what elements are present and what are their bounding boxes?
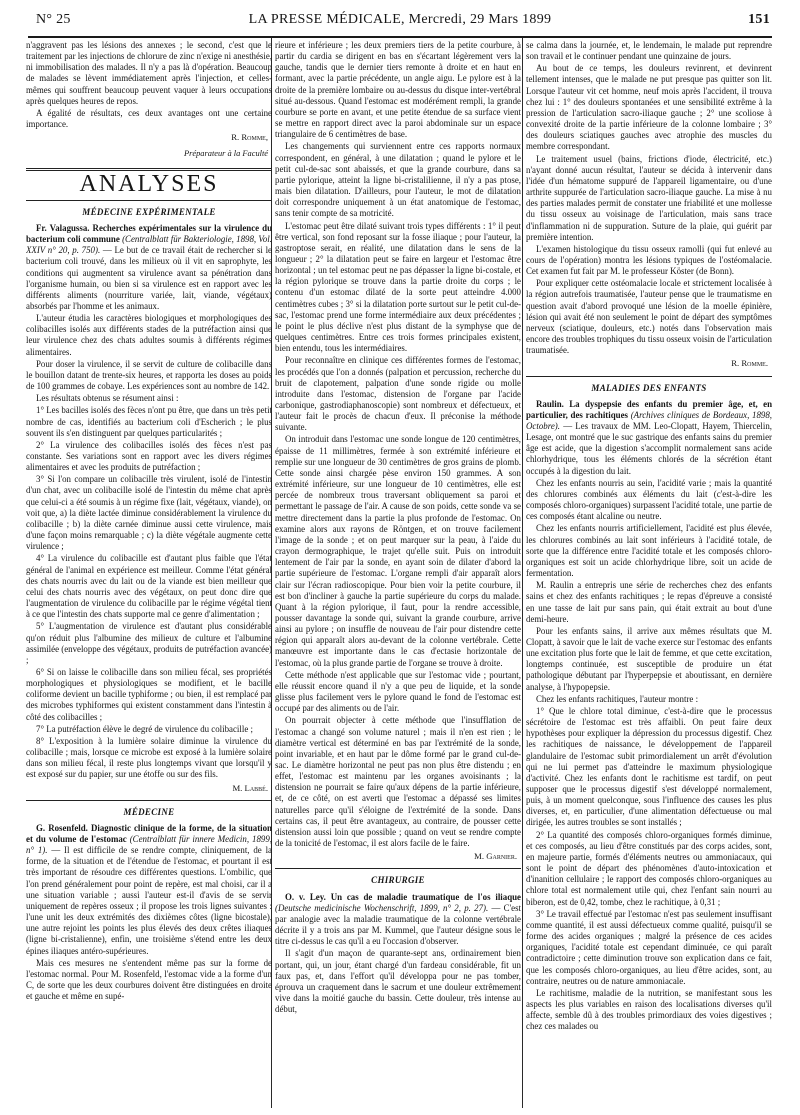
paragraph: 5° L'augmentation de virulence est d'autant plus considérable qu'on réduit plus l'albumine des milieux de culture et l'albumine assimilée (enveloppe des végétaux, produits de putréfaction avancée) ; [26, 621, 272, 665]
paragraph: rieure et inférieure ; les deux premiers tiers de la petite courbure, à partir du cardia se dirigent en bas en s'écartant légèrement vers la gauche, tandis que le dernier tiers remonte à droite et en haut en formant, avec la partie précédente, un angle aigu. Le pylore est à la droite de la première lombaire ou au-dessus du disque inter-vertébral situé au-dessous. Quand l'estomac est modérément rempli, la grande courbure se porte en avant, et une petite étendue de sa surface vient se mettre en rapport direct avec la paroi abdominale sur un espace triangulaire de 6 centimètres de base. [275, 40, 521, 140]
paragraph: 2° La virulence des colibacilles isolés des fèces n'est pas constante. Ses variations sont en rapport avec les divers régimes alimentaires et avec les produits de putréfaction ; [26, 439, 272, 473]
paragraph: — Le but de ce travail était de rechercher si le bacterium coli trouvé, dans les milieux où il vit en saprophyte, les conditions qui augmentent sa virulence avant sa pénétration dans l'organisme humain, ou bien si sa virulence est en rapport avec les différents aliments (nourriture variée, lait, viande, végétaux) absorbés par l'homme et les animaux. [26, 245, 272, 311]
article-title: Diagnostic clinique de la forme, de la situation et du volume de l'estomac [26, 822, 272, 844]
page-number: 151 [748, 12, 770, 27]
article-source: (Deutsche medicinische Wochenschrift, 1899, n° 2, p. 27). [275, 902, 489, 913]
paragraph: Pour doser la virulence, il se servit de culture de colibacille dans le bouillon datant de trente-six heures, et rapporta les doses au poids de 100 grammes de cobaye. Les expériences sont au nombre de 142. [26, 358, 272, 392]
section-title: CHIRURGIE [275, 868, 521, 886]
signature-title: Préparateur à la Faculté [184, 149, 268, 159]
paragraph: 6° Si on laisse le colibacille dans son milieu fécal, ses propriétés morphologiques et physiologiques se modifient, et le bacille coliforme devient un bacille typhiforme ; ou bien, il est remplacé par des microbes typhiformes qui existent constamment dans l'intestin à côté des colibacilles ; [26, 666, 272, 722]
paragraph: — Il est difficile de se rendre compte, cliniquement, de la forme, de la situation et de l'étendue de l'estomac, et pourtant il est très important de résoudre ces différentes questions. L'ombilic, que l'on prend généralement pour point de repère, est mal choisi, car il a une situation variable ; aussi l'auteur est-il d'avis de se servir uniquement de repères osseux ; il propose les trois lignes suivantes : l'une unit les deux extrémités des dixièmes côtes (ligne bicostale), une autre rejoint les points les plus élevés des deux crêtes iliaques (ligne bi-cristalienne), enfin, une troisième s'étend entre les deux épines iliaques antéro-supérieures. [26, 845, 272, 956]
paragraph: A égalité de résultats, ces deux avantages ont une certaine importance. [26, 107, 272, 130]
article-author: Raulin. [536, 398, 564, 409]
paragraph: — Les travaux de MM. Leo-Clopatt, Hayem, Thiercelin, Lesage, ont montré que le suc gastrique des enfants sains du premier âge est acide, que la digestion s'accomplit normalement sans acide chlorhydrique, tous les éléments chlorés de la sécrétion étant occupés à la digestion du lait. [526, 421, 772, 476]
column-2 [275, 40, 521, 1108]
paragraph: se calma dans la journée, et, le lendemain, le malade put reprendre son travail et le continuer pendant une quinzaine de jours. [526, 40, 772, 62]
paragraph: L'examen histologique du tissu osseux ramolli (qui fut enlevé au cours de l'opération) montra les lésions typiques de l'ostéomalacie. Cet examen fut fait par M. le professeur Köster (de Bonn). [526, 243, 772, 277]
column-1 [26, 40, 272, 1108]
article-author: Fr. Valagussa. [36, 222, 90, 233]
paragraph: L'auteur étudia les caractères biologiques et morphologiques des colibacilles isolés aux différents stades de la putréfaction ainsi que leur virulence chez des chats adultes soumis à différents régimes alimentaires. [26, 313, 272, 357]
paragraph: 8° L'exposition à la lumière solaire diminue la virulence du colibacille ; mais, lorsque ce microbe est exposé à la lumière solaire dans son milieu fécal, il reste plus longtemps vivant que lorsqu'il y est exposé sur du papier, sur une étoffe ou sur des fils. [26, 735, 272, 780]
paragraph: Le rachitisme, maladie de la nutrition, se manifestant sous les aspects les plus variables en raison des localisations diverses qu'il affecte, semble dû à des troubles primordiaux des voies digestives ; chez ces malades ou [526, 987, 772, 1032]
article-lead [275, 892, 521, 948]
article-author: G. Rosenfeld. [36, 822, 88, 833]
paragraph: Le traitement usuel (bains, frictions d'iode, électricité, etc.) n'ayant donné aucun résultat, l'auteur se décida à intervenir dans l'idée d'un hématome suppuré de l'appareil ligamentaire, ou d'une arthrite suppurée de l'articulation sacro-iliaque gauche. La mise à nu des parties malades permit de constater une friabilité et une mollesse du tissu osseux au voisinage de l'articulation, mais sans trace d'inflammation ni de suppuration. Suture de la plaie, qui guérit par première intention. [526, 153, 772, 242]
section-title: MALADIES DES ENFANTS [526, 376, 772, 394]
article-title: La dyspepsie des enfants du premier âge, et, en particulier, des rachitiques [526, 398, 772, 420]
signature: R. Romme. [731, 358, 768, 369]
paragraph: Chez les enfants nourris artificiellement, l'acidité est plus élevée, les chlorures combinés au lait sont inférieurs à l'acidité totale, de sorte que la différence entre l'acidité totale et les composés chloro-organiques est soit un acide chlorhydrique libre, soit un acide de fermentation. [526, 523, 772, 579]
column-3 [526, 40, 772, 1108]
paragraph: Mais ces mesures ne s'entendent même pas sur la forme de l'estomac normal. Pour M. Rosenfeld, l'estomac vide a la forme d'un C, de sorte que les deux courbures doivent être distinguées en droite et gauche et même en supé- [26, 957, 272, 1002]
paragraph: 1° Les bacilles isolés des fèces n'ont pu être, que dans un très petit nombre de cas, identifiés au bacterium coli d'Escherich ; le plus souvent ils s'en distinguent par quelques particularités ; [26, 405, 272, 438]
article-title: Un cas de maladie traumatique de l'os iliaque [330, 891, 521, 902]
issue-number: N° 25 [36, 12, 71, 27]
section-heading: ANALYSES [79, 170, 219, 197]
paragraph: 3° Si l'on compare un colibacille très virulent, isolé de l'intestin d'un chat, avec un colibacille isolé de l'intestin du même chat après que celui-ci a été soumis à un régime fixe (lait, végétaux, viande), on voit que, a) la diète lactée diminue considérablement la virulence du colibacille ; b) la diète carnée diminue aussi cette virulence, mais d'une façon moins remarquable ; c) la diète végétale augmente cette virulence ; [26, 474, 272, 552]
article-title: Recherches expérimentales sur la virulence du bacterium coli commune [26, 222, 272, 245]
paragraph: L'estomac peut être dilaté suivant trois types différents : 1° il peut être vertical, son fond reposant sur la fosse iliaque ; pour l'auteur, la gastroptose serait, en réalité, une dilatation dans le sens de la longueur ; 2° la dilatation peut se faire en largeur et l'estomac être horizontal ; un tel estomac peut ne pas dépasser la ligne bi-costale, et la région pylorique se trouve dans la partie droite du corps ; le contenu d'un estomac dilaté de la sorte peut atteindre 4.000 centimètres cubes ; 3° si la dilatation porte surtout sur le petit cul-de-sac, l'estomac prend une forme intermédiaire aux deux précédentes ; le point le plus déclive n'est plus distant de la symphyse que de quelques centimètres. Entre ces trois formes principales existent, bien entendu, tous les intermédiaires. [275, 220, 521, 354]
paragraph: Au bout de ce temps, les douleurs revinrent, et devinrent tellement intenses, que le malade ne put presque pas quitter son lit. Lorsque l'auteur vit cet homme, neuf mois après l'accident, il trouva chez lui : 1° des douleurs spontanées et une sensibilité extrême à la pression de l'articulation sacro-iliaque gauche ; 2° une scoliose à convexité droite de la partie inférieure de la colonne lombaire ; 3° des douleurs sciatiques gauches avec atrophie des muscles du membre correspondant. [526, 63, 772, 152]
paragraph: 1° Que le chlore total diminue, c'est-à-dire que le processus sécrétoire de l'estomac est très affaibli. On peut faire deux hypothèses pour expliquer la dépression du processus digestif. Chez les rachitiques de naissance, le développement de l'appareil glandulaire de l'estomac subit primordialement un arrêt d'évolution qui ne lui permet pas d'atteindre le maximum physiologique d'activité. Chez les enfants dont le rachitisme est tardif, on peut supposer que le processus digestif s'est développé normalement, puis, à un moment quelconque, sous l'influence des causes les plus diverses, et, en particulier, d'une alimentation défectueuse ou mal dirigée, les autres troubles se sont installés ; [526, 705, 772, 828]
running-title: LA PRESSE MÉDICALE, Mercredi, 29 Mars 1899 [248, 12, 552, 27]
signature: R. Romme, [231, 132, 268, 143]
article-source: (Archives cliniques de Bordeaux, 1898, Octobre). [526, 409, 772, 431]
paragraph: Pour les enfants sains, il arrive aux mêmes résultats que M. Clopatt, à savoir que le lait de vache exerce sur l'estomac des enfants une excitation plus forte que le lait de femme, et que cette excitation, longtemps continuée, est susceptible de produire un état pathologique débutant par l'hyperpepsie et aboutissant, en dernière analyse, à l'hypopepsie. [526, 625, 772, 692]
analyses-heading [26, 168, 272, 201]
paragraph: On introduit dans l'estomac une sonde longue de 120 centimètres, épaisse de 11 millimètres, fermée à son extrémité inférieure et remplie sur une longueur de 30 centimètres de gros grains de plomb. Cette sonde ainsi chargée pèse environ 150 grammes. A son extrémité inférieure, sur une longueur de 10 centimètres, elle est percée de nombreux trous traversant obliquement sa paroi et permettant le passage de l'air. A cause de son poids, cette sonde va se mettre directement dans la partie la plus profonde de l'estomac. On examine alors aux rayons de Röntgen, et on trouve facilement l'image de la sonde ; et on peut marquer sur la peau, à l'aide du crayon dermographique, le trajet qu'elle suit. Puis on introduit lentement de l'air par la sonde, en ayant soin de dilater d'abord la partie supérieure de l'estomac. L'organe rempli d'air apparaît alors clair sur l'écran radioscopique. Pour bien voir la petite courbure, il est bon d'incliner à gauche la partie supérieure du corps du malade. Quant à la région pylorique, il faut, pour la rendre accessible, pousser davantage la sonde qui, suivant la grande courbure, arrive ainsi au pylore ; on insuffle de nouveau de l'air pour distendre cette région qui apparaît alors au-devant de la colonne vertébrale. Cette manœuvre est importante dans le cas d'ectasie horizontale de l'estomac, où la plus grande partie de l'organe se trouve à droite. [275, 434, 521, 668]
paragraph: Les changements qui surviennent entre ces rapports normaux correspondent, en général, à une dilatation ; quand le pylore et le petit cul-de-sac sont abaissés, et que la grande courbure, dans sa partie pylorique, atteint la ligne bi-cristalilienne, il n'y a pas ptose, mais bien dilatation. D'ailleurs, pour l'auteur, le mot de dilatation doit correspondre uniquement à un état anatomique de l'estomac, sans tenir compte de sa motricité. [275, 141, 521, 219]
paragraph: 4° La virulence du colibacille est d'autant plus faible que l'état général de l'animal en expérience est meilleur. Comme l'état général des chats nourris avec du lait ou de la viande est bien meilleur que celui des chats nourris avec des végétaux, on peut donc dire que l'augmentation de virulence du colibacille par le régime végétal tient à ce que l'intestin des chats supporte mal ce genre d'alimentation ; [26, 553, 272, 620]
paragraph: n'aggravent pas les lésions des annexes ; le second, c'est que le traitement par les injections de chlorure de zinc n'exige ni anesthésie, ni immobilisation des malades. Il n'y a pas là d'opération. Beaucoup de malades se lèvent immédiatement après l'injection, et celles-mêmes qui souffrent beaucoup peuvent vaquer à leurs occupations après quelques heures de repos. [26, 40, 272, 106]
column-divider [522, 38, 523, 1108]
paragraph: 3° Le travail effectué par l'estomac n'est pas seulement insuffisant comme quantité, il est aussi défectueux comme qualité, puisqu'il se forme des acides organiques ; malgré la présence de ces acides organiques, l'acidité totale est cependant diminuée, ce qui paraît contradictoire ; cette diminution trouve son explication dans ce fait, que les composés chloro-organiques, au lieu d'être acides, sont, au contraire, neutres ou de nature ammoniacale. [526, 908, 772, 986]
paragraph: On pourrait objecter à cette méthode que l'insufflation de l'estomac a changé son volume naturel ; mais il n'en est rien ; le diamètre vertical est déterminé en bas par l'extrémité de la sonde, point invariable, et en haut par le dôme formé par le grand cul-de-sac. Le diamètre horizontal ne peut pas non plus être distendu ; en effet, l'estomac est maintenu par les organes avoisinants ; la distension ne pourrait se faire qu'aux dépens de la partie inférieure, et, de ce côté, on est averti que l'estomac a dépassé ses limites naturelles parce qu'il s'éloigne de l'extrémité de la sonde. Dans certains cas, il peut être avantageux, au contraire, de pousser cette distension aussi loin que possible ; quand on veut se rendre compte de la tonicité de l'estomac, il est alors facile de le faire. [275, 715, 521, 849]
article-author: O. v. Ley. [285, 891, 326, 902]
paragraph: Chez les enfants rachitiques, l'auteur montre : [536, 693, 699, 704]
paragraph: Cette méthode n'est applicable que sur l'estomac vide ; pourtant, elle réussit encore quand il n'y a que peu de liquide, et la sonde glisse plus facilement vers le pylore quand le fond de l'estomac est occupé par des aliments ou de l'air. [275, 669, 521, 714]
article-source: (Centralblatt für innere Medicin, 1899, n° 1). [26, 834, 272, 856]
article-lead [26, 823, 272, 957]
article-lead [526, 399, 772, 477]
article-lead [26, 223, 272, 312]
paragraph: M. Raulin a entrepris une série de recherches chez des enfants sains et chez des enfants rachitiques ; le repas d'épreuve a consisté en une tasse de lait pur sans pain, qui était extrait au bout d'une demi-heure. [526, 580, 772, 624]
paragraph: — C'est par analogie avec la maladie traumatique de la colonne vertébrale décrite il y a trois ans par M. Kummel, que l'auteur désigne sous le titre ci-dessus le cas qu'il a eu l'occasion d'observer. [275, 902, 521, 947]
paragraph: 2° La quantité des composés chloro-organiques formés diminue, et ces composés, au lieu d'être constitués par des corps acides, sont, en majeure partie, formés d'éléments neutres ou ammoniacaux, qui sont le point de départ des phénomènes d'auto-intoxication et d'inanition cellulaire ; le rapport des composés chloro-organiques au chlore total est normalement utile qui, chez l'enfant sain nourri au biberon, est de 0,42, tombe, chez le rachitique, à 0,31 ; [526, 829, 772, 907]
signature: M. Garnier. [474, 851, 517, 862]
paragraph: 7° La putréfaction élève le degré de virulence du colibacille ; [36, 723, 253, 734]
article-source: (Centralblatt für Bakteriologie, 1898, Vol. XXIV n° 20, p. 750). [26, 234, 272, 256]
header-rule [28, 36, 772, 38]
paragraph: Pour reconnaître en clinique ces différentes formes de l'estomac, les procédés que l'on a donnés (palpation et percussion, recherche du bruit de clapotement, palpation d'une sonde rigide ou molle introduite dans l'estomac, distension de l'organe par l'acide carbonique, gastrodiaphanoscopie) sont nombreux et défectueux, et l'auteur fait le procès de chacun d'eux. Il préconise la méthode suivante. [275, 355, 521, 433]
paragraph: Les résultats obtenus se résument ainsi : [36, 393, 179, 404]
paragraph: Pour expliquer cette ostéomalacie locale et strictement localisée à la région autrefois traumatisée, l'auteur pense que le traumatisme en question avait d'abord provoqué une lésion de la moelle épinière, lésion qui avait été non seulement le point de départ des symptômes nerveux (sciatique, douleurs, etc.) notés dans l'observation mais encore des troubles trophiques du tissu osseux voisin de l'articulation traumatisée. [526, 278, 772, 356]
paragraph: Chez les enfants nourris au sein, l'acidité varie ; mais la quantité des chlorures combinés aux éléments du lait (c'est-à-dire les composés chloro-organiques) surpassent l'acidité totale, une partie de ces composés étant alcaline ou neutre. [526, 477, 772, 522]
page-header [28, 8, 772, 32]
section-title: MÉDECINE EXPÉRIMENTALE [82, 206, 216, 217]
signature: M. Labbé. [232, 782, 268, 793]
section-title: MÉDECINE [26, 800, 272, 818]
paragraph: Il s'agit d'un maçon de quarante-sept ans, ordinairement bien portant, qui, un jour, étant chargé d'un fardeau considérable, fit un faux pas, et, dans l'effort qu'il développa pour ne pas tomber, éprouva un craquement dans le sacrum et une douleur extrêmement vive dans la moitié gauche du bassin. Cette douleur, très intense au début, [275, 948, 521, 1015]
